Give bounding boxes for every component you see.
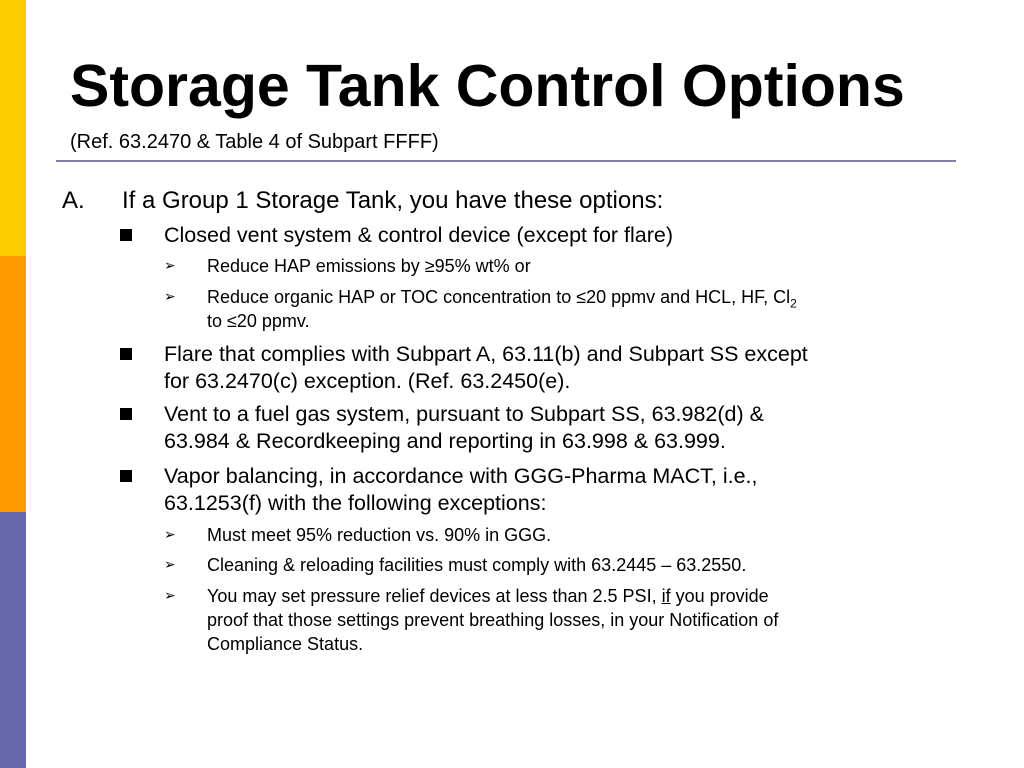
- list-item-text: Flare that complies with Subpart A, 63.11(b) and Subpart SS except: [164, 342, 808, 366]
- sidebar-segment-yellow: [0, 0, 26, 256]
- square-bullet-icon: [120, 470, 132, 482]
- arrow-bullet-icon: ➢: [164, 588, 176, 604]
- sub-list-item-text: Must meet 95% reduction vs. 90% in GGG.: [207, 525, 552, 545]
- square-bullet-icon: [120, 408, 132, 420]
- sidebar-segment-orange: [0, 256, 26, 512]
- subscript: 2: [790, 296, 797, 311]
- sub-list-item-text: You may set pressure relief devices at less than 2.5 PSI, if you provide: [207, 586, 769, 606]
- sub-list-item-text: Cleaning & reloading facilities must comply with 63.2445 – 63.2550.: [207, 555, 747, 575]
- list-item-text: Closed vent system & control device (except for flare): [164, 223, 674, 247]
- list-item-text-continued: 63.984 & Recordkeeping and reporting in 63.998 & 63.999.: [164, 429, 726, 453]
- sidebar-segment-blue: [0, 512, 26, 768]
- sub-list-item-text-continued: proof that those settings prevent breathing losses, in your Notification of: [207, 610, 779, 630]
- slide-subtitle: (Ref. 63.2470 & Table 4 of Subpart FFFF): [70, 131, 439, 153]
- list-item-text: Vapor balancing, in accordance with GGG-Pharma MACT, i.e.,: [164, 464, 758, 488]
- sub-list-item-text: Reduce organic HAP or TOC concentration to ≤20 ppmv and HCL, HF, $Cl_2$: [207, 287, 797, 311]
- sub-list-item-text-continued: Compliance Status.: [207, 634, 364, 654]
- square-bullet-icon: [120, 229, 132, 241]
- arrow-bullet-icon: ➢: [164, 289, 176, 305]
- slide-title: Storage Tank Control Options: [70, 53, 905, 119]
- arrow-bullet-icon: ➢: [164, 258, 176, 274]
- section-marker: A.: [62, 187, 85, 214]
- square-bullet-icon: [120, 348, 132, 360]
- sub-list-item-text-continued: to ≤20 ppmv.: [207, 311, 310, 331]
- underlined-word: if: [661, 586, 671, 606]
- list-item-text: Vent to a fuel gas system, pursuant to Subpart SS, 63.982(d) &: [164, 402, 764, 426]
- section-heading: If a Group 1 Storage Tank, you have these options:: [122, 187, 664, 214]
- arrow-bullet-icon: ➢: [164, 527, 176, 543]
- sidebar-color-bar: [0, 0, 26, 768]
- title-divider: [56, 160, 956, 162]
- list-item-text-continued: for 63.2470(c) exception. (Ref. 63.2450(e).: [164, 369, 571, 393]
- sub-list-item-text: Reduce HAP emissions by ≥95% wt% or: [207, 256, 531, 276]
- arrow-bullet-icon: ➢: [164, 557, 176, 573]
- list-item-text-continued: 63.1253(f) with the following exceptions:: [164, 491, 547, 515]
